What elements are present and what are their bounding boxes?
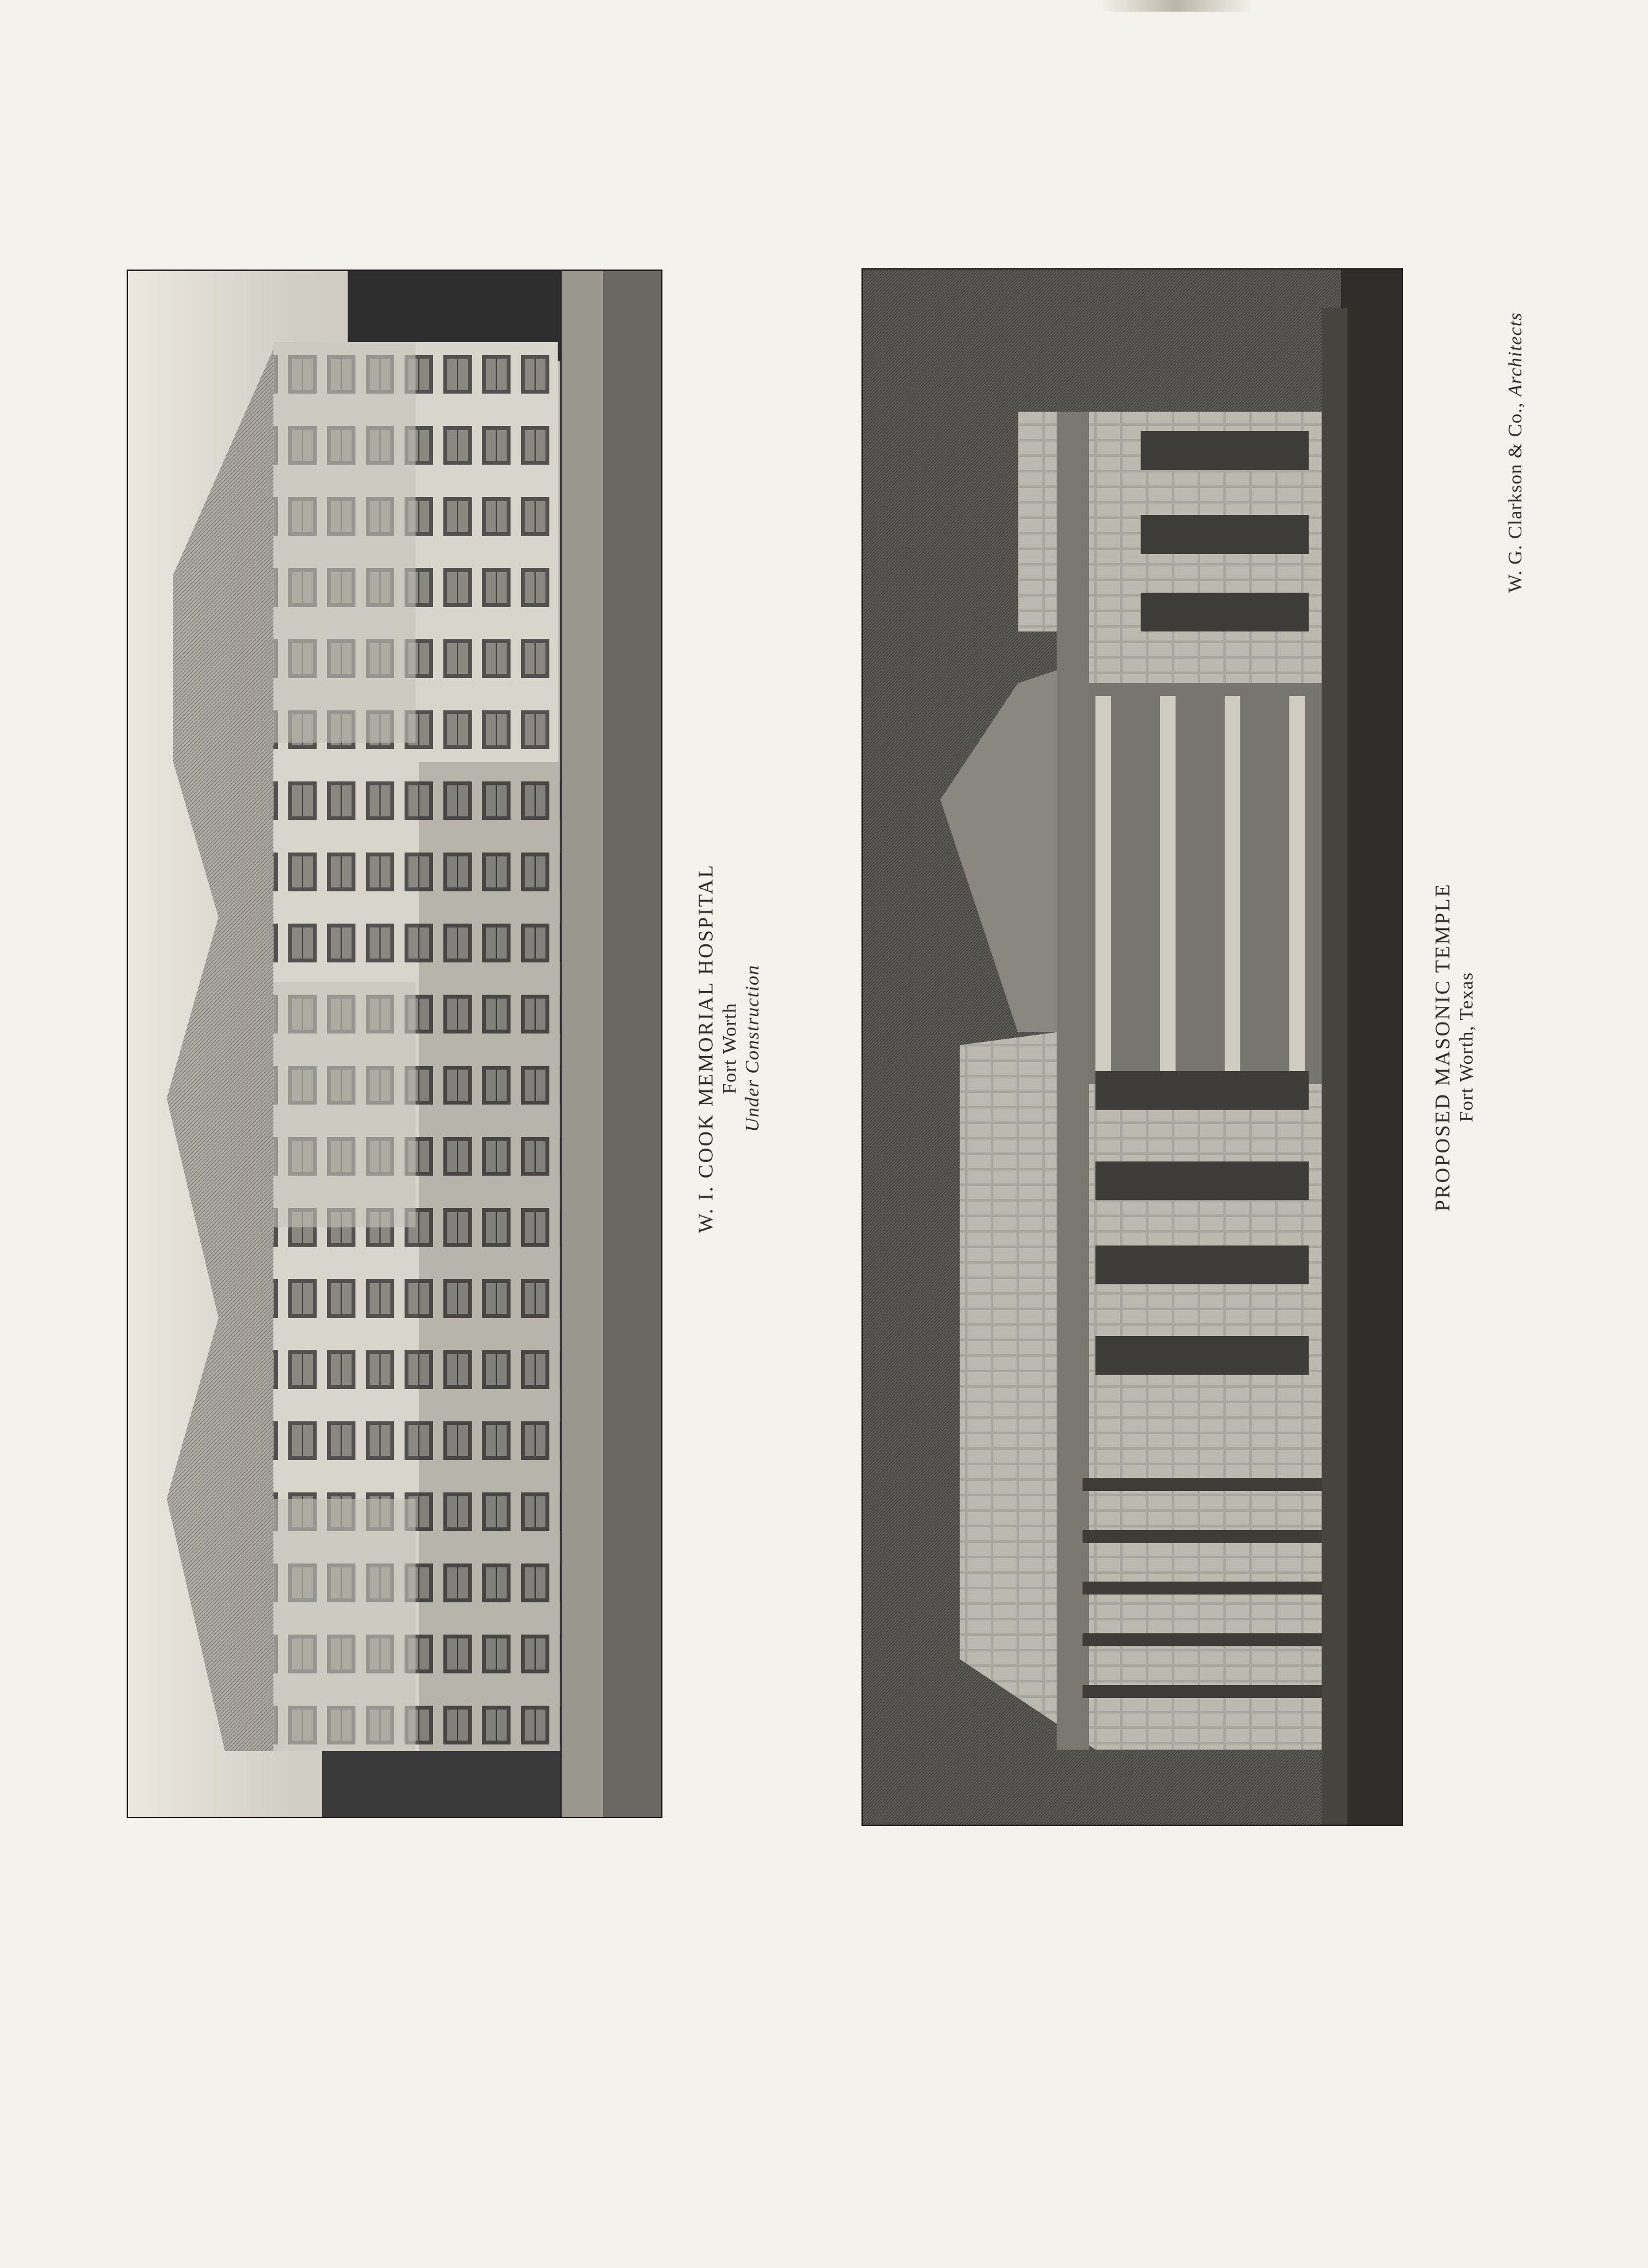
hospital-location: Fort Worth [719,1002,741,1094]
architect-role: Architects [1505,312,1526,397]
masonic-temple-location: Fort Worth, Texas [1455,971,1477,1123]
masonic-temple-caption [1430,883,1477,1212]
architect-firm: W. G. Clarkson & Co., [1505,402,1526,593]
masonic-temple-illustration [861,268,1403,1826]
architect-credit [1505,312,1527,593]
hospital-status: Under Construction [741,964,763,1132]
masonic-temple-title: PROPOSED MASONIC TEMPLE [1430,882,1454,1212]
hospital-caption [694,864,765,1233]
hospital-title: W. I. COOK MEMORIAL HOSPITAL [693,864,717,1233]
paper-blemish [1099,0,1254,12]
hospital-illustration [127,270,662,1818]
